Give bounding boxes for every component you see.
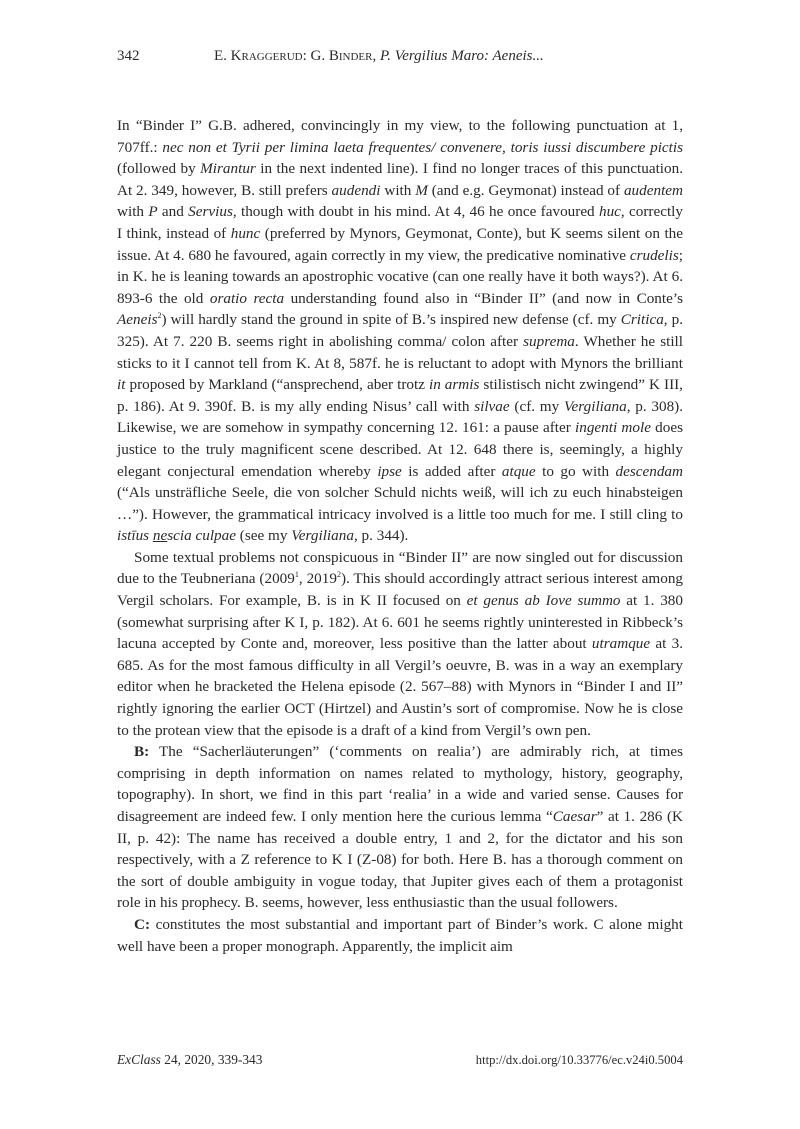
body-text <box>117 115 683 957</box>
page-number: 342 <box>117 48 140 64</box>
book-title: P. Vergilius Maro: Aeneis... <box>380 48 544 64</box>
journal-name: ExClass <box>117 1052 161 1067</box>
author-surname: Kraggerud <box>230 48 303 64</box>
paragraph-textual-problems: In “Binder I” G.B. adhered, convincingly in my view, to the following punctuation at 1, 707ff.: nec non et Tyrii per limina laeta frequentes/ convenere, toris iussi discumbere pictis (followed by Mirantur in the next indented line). I find no longer traces of this punctuation. At 2. 349, however, B. still prefers audendi with M (and e.g. Geymonat) instead of audentem with P and Servius, though with doubt in his mind. At 4, 46 he once favoured huc, correctly I think, instead of hunc (preferred by Mynors, Geymonat, Conte), but K seems silent on the issue. At 4. 680 he favoured, again correctly in my view, the predicative nominative crudelis; in K. he is leaning towards an apostrophic vocative (can one really have it both ways?). At 6. 893-6 the old oratio recta understanding found also in “Binder II” (and now in Conte’s Aeneis$^2$) will hardly stand the ground in spite of B.’s inspired new defense (cf. my Critica, p. 325). At 7. 220 B. seems right in abolishing comma/ colon after suprema. Whether he still sticks to it I cannot tell from K. At 8, 587f. he is reluctant to adopt with Mynors the brilliant it proposed by Markland (“ansprechend, aber trotz in armis stilistisch nicht zwingend” K III, p. 186). At 9. 390f. B. is my ally ending Nisus’ call with silvae (cf. my Vergiliana, p. 308). Likewise, we are somehow in sympathy concerning 12. 161: a pause after ingenti mole does justice to the truly magnificent scene described. At 12. 648 there is, seemingly, a highly elegant conjectural emendation whereby ipse is added after atque to go with descendam (“Als unsträfliche Seele, die von solcher Schuld nichts weiß, will ich zu euch hinabsteigen …”). However, the grammatical intricacy involved is a little too much for me. I still cling to istīus nescia culpae (see my Vergiliana, p. 344). <box>117 117 684 545</box>
separator: : G. <box>302 48 329 64</box>
author-initial: E. <box>214 48 231 64</box>
paragraph-section-b: B: The “Sacherläuterungen” (‘comments on realia’) are admirably rich, at times comprising in depth information on names related to mythology, history, geography, topography). In short, we find in this part ‘realia’ in a wide and varied sense. Causes for disagreement are indeed few. I only mention here the curious lemma “Caesar” at 1. 286 (K II, p. 42): The name has received a double entry, 1 and 2, for the dictator and his son respectively, with a Z reference to K I (Z-08) for both. Here B. has a thorough comment on the sort of double ambiguity in vogue today, that Jupiter gives each of them a protagonist role in his prophecy. B. seems, however, less enthusiastic than the usual followers. <box>117 743 683 912</box>
comma: , <box>372 48 380 64</box>
subject-surname: Binder <box>328 48 373 64</box>
volume-pages: 24, 2020, 339-343 <box>160 1052 263 1067</box>
journal-citation <box>117 1052 262 1068</box>
paragraph-teubneriana: Some textual problems not conspicuous in “Binder II” are now singled out for discussion due to the Teubneriana (2009$^1$, 2019$^2$). This should accordingly attract serious interest among Vergil scholars. For example, B. is in K II focused on et genus ab Iove summo at 1. 380 (somewhat surprising after K I, p. 182). At 6. 601 he seems rightly uninterested in Ribbeck’s lacuna accepted by Conte and, moreover, less positive than the latter about utramque at 3. 685. As for the most famous difficulty in all Vergil’s oeuvre, B. was in a way an exemplary editor when he bracketed the Helena episode (2. 567–88) with Mynors in “Binder I and II” rightly ignoring the earlier OCT (Hirtzel) and Austin’s sort of compromise. Now he is close to the protean view that the episode is a draft of a kind from Vergil’s own pen. <box>117 548 684 739</box>
running-title <box>214 47 544 65</box>
doi-link[interactable]: http://dx.doi.org/10.33776/ec.v24i0.5004 <box>475 1053 683 1067</box>
paragraph-section-c: C: constitutes the most substantial and important part of Binder’s work. C alone might well have been a proper monograph. Apparently, the implicit aim <box>117 915 683 955</box>
